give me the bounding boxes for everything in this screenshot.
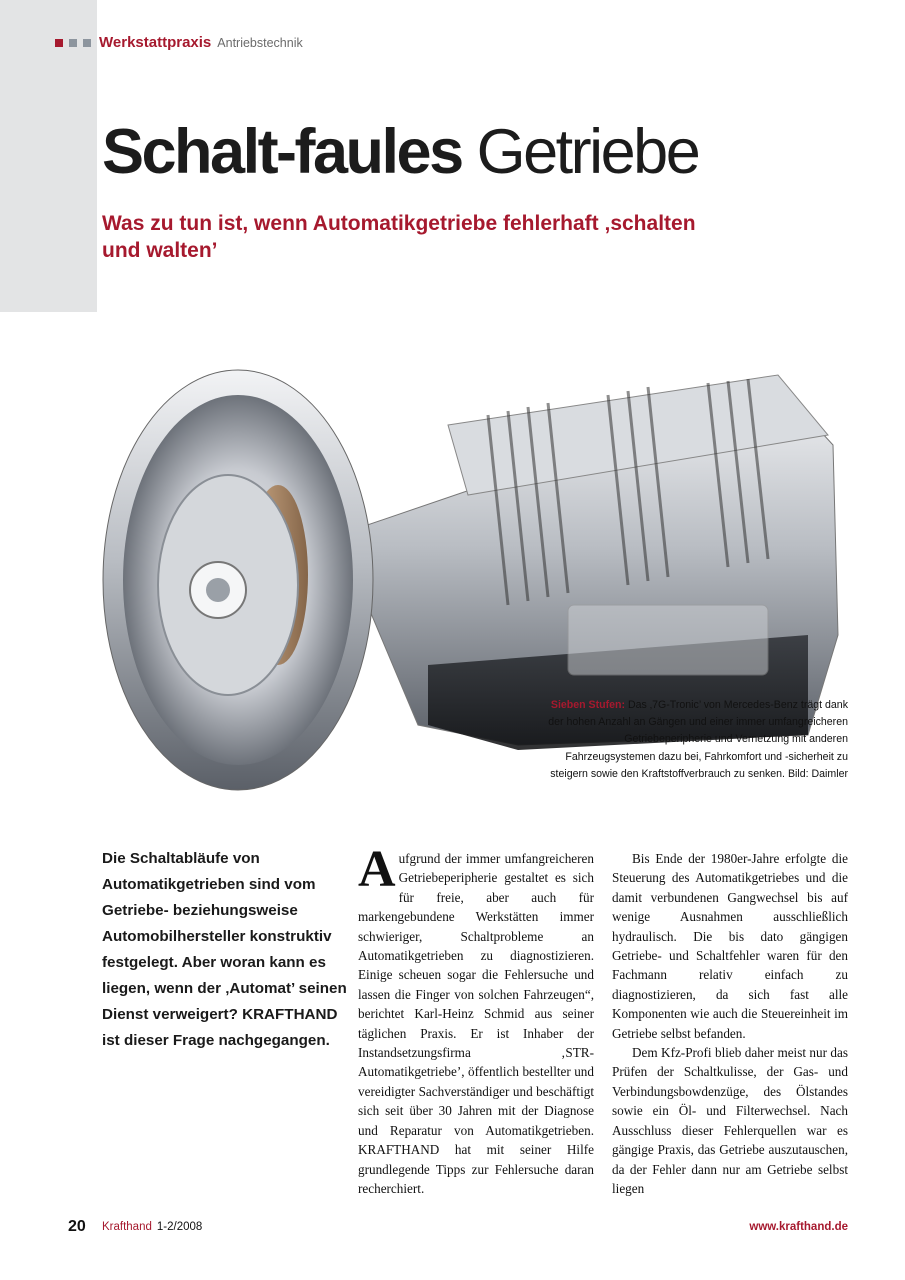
- body-paragraph-2b: Dem Kfz-Profi blieb daher meist nur das Prüfen der Schaltkulisse, der Gas- und Verbindungsbowdenzüge, des Ölstandes sowie ein Öl- und Filterwechsel. Nach Ausschluss dieser Fehlerquellen war es gängige Praxis, das Getriebe auszutauschen, da der Fehler dann nur am Getriebe selbst liegen: [612, 1045, 848, 1196]
- lead-text: Die Schaltabläufe von Automatikgetrieben sind vom Getriebe- beziehungsweise Automobilhersteller konstruktiv festgelegt. Aber woran kann es liegen, wenn der ‚Automat’ seinen Dienst verweigert? KRAFTHAND ist dieser Frage nachgegangen.: [102, 850, 347, 1049]
- page-footer: [0, 1218, 905, 1238]
- magazine-name: Krafthand: [102, 1221, 152, 1233]
- lead-paragraph: [102, 846, 347, 1054]
- section-square-3: [83, 39, 91, 47]
- section-header: [55, 34, 303, 51]
- article-subheadline: Was zu tun ist, wenn Automatikgetriebe fehlerhaft ‚schalten und walten’: [102, 212, 696, 262]
- section-title: Werkstattpraxis: [99, 34, 212, 51]
- body-paragraph: [358, 841, 594, 1198]
- caption-label: Sieben Stufen:: [550, 699, 626, 711]
- magazine-issue: [102, 1221, 202, 1233]
- photo-caption: [548, 697, 848, 783]
- body-paragraph-2a: Bis Ende der 1980er-Jahre erfolgte die Steuerung des Automatikgetriebes und die damit verbundenen Gangwechsel bis auf wenige Ausnahmen ausschließlich hydraulisch. Die bis dato gängigen Getriebe- und Schaltfehler waren für den Fachmann relativ einfach zu diagnostizieren, da sich fast alle Komponenten wie auch die Steuereinheit im Getriebe selbst befanden.: [612, 851, 848, 1041]
- section-square-2: [69, 39, 77, 47]
- issue-number: 1-2/2008: [156, 1221, 203, 1233]
- website-link[interactable]: www.krafthand.de: [749, 1221, 848, 1233]
- caption-text: Das ‚7G-Tronic’ von Mercedes-Benz trägt dank der hohen Anzahl an Gängen und einer immer umfangreicheren Getriebeperipherie und Vernetzung mit anderen Fahrzeugsystemen dazu bei, Fahrkomfort und -sicherheit zu steigern sowie den Kraftstoffverbrauch zu senken. Bild: Daimler: [548, 699, 848, 780]
- body-column-2: [612, 849, 848, 1198]
- headline-bold: Schalt-faules: [102, 117, 462, 187]
- headline-regular: Getriebe: [461, 117, 699, 187]
- section-square-1: [55, 39, 63, 47]
- body-text-1: ufgrund der immer umfangreicheren Getriebeperipherie gestaltet es sich für freie, aber auch für markengebundene Werkstätten immer schwieriger, Schaltprobleme an Automatikgetrieben zu diagnostizieren. Einige scheuen sogar die Fehlersuche und lassen die Finger von solchen Fahrzeugen“, berichtet Karl-Heinz Schmid aus seiner täglichen Praxis. Er ist Inhaber der Instandsetzungsfirma ‚STR-Automatikgetriebe’, öffentlich bestellter und vereidigter Sachverständiger und beschäftigt sich seit über 30 Jahren mit der Diagnose und Reparatur von Automatikgetrieben. KRAFTHAND hat mit seiner Hilfe grundlegende Tipps zur Fehlersuche daran recherchiert.: [358, 851, 594, 1196]
- section-subtitle: Antriebstechnik: [217, 35, 303, 50]
- body-column-1: [358, 841, 594, 1198]
- drop-cap: A: [358, 841, 396, 898]
- article-headline: [102, 112, 698, 192]
- page-number: 20: [68, 1218, 86, 1235]
